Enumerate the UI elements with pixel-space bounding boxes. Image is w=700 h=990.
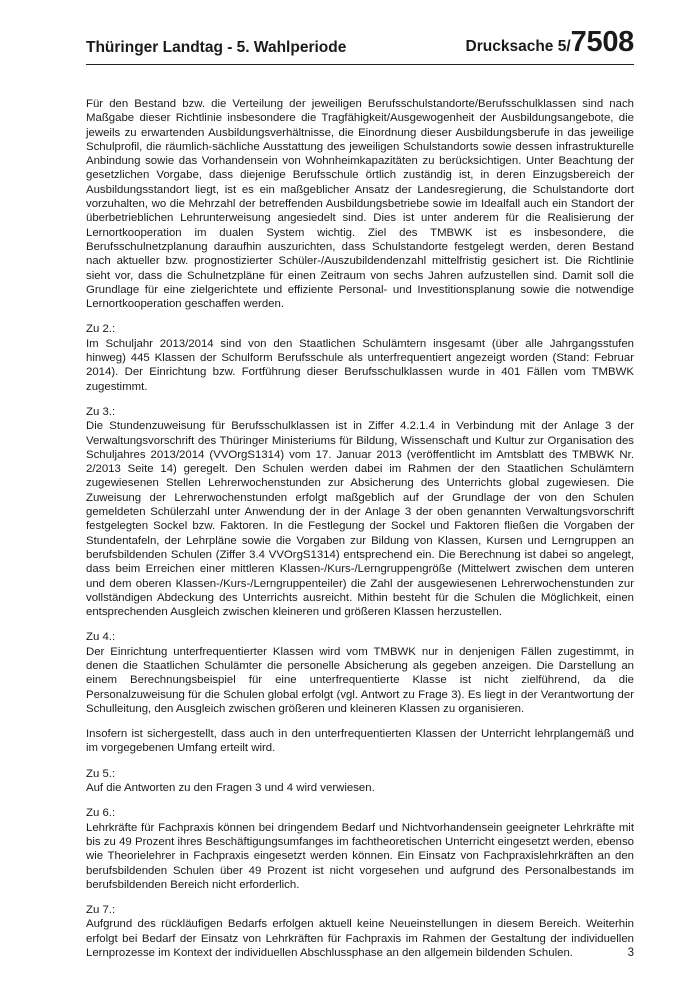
document-body (86, 97, 634, 971)
paragraph-text: Die Stundenzuweisung für Berufsschulklassen ist in Ziffer 4.2.1.4 in Verbindung mit der Anlage 3 der Verwaltungsvorschrift des Thüringer Ministeriums für Bildung, Wissenschaft und Kultur zur Organisation des Schuljahres 2013/2014 (VVOrgS1314) vom 17. Januar 2013 (veröffentlicht im Amtsblatt des TMBWK Nr. 2/2013 Seite 14) geregelt. Den Schulen werden dabei im Rahmen der den Staatlichen Schulämtern zugewiesenen Stellen Lehrerwochenstunden zur Absicherung des Unterrichts global zugewiesen. Die Zuweisung der Lehrerwochenstunden erfolgt maßgeblich auf der Grundlage der von den Schulen gemeldeten Schülerzahl unter Anwendung der in der Anlage 3 der oben genannten Verwaltungsvorschrift festgelegten Sockel bzw. Faktoren. In die Festlegung der Sockel und Faktoren fließen die Vorgaben der Stundentafeln, der Lehrpläne sowie die Vorgaben zur Bildung von Klassen, Kursen und Lerngruppen an berufsbildenden Schulen (Ziffer 3.4 VVOrgS1314) entsprechend ein. Die Berechnung ist dabei so angelegt, dass beim Erreichen einer mittleren Klassen-/Kurs-/Lerngruppengröße (Mittelwert zwischen dem unteren und dem oberen Klassen-/Kurs-/Lerngruppenteiler) die Zahl der ausgewiesenen Lehrerwochenstunden zur vollständigen Abdeckung des Unterrichts ausreicht. Mithin besteht für die Schulen die Möglichkeit, einen entsprechenden Ausgleich zwischen kleineren und größeren Klassen herzustellen. (86, 420, 634, 619)
paragraph-answer-7 (86, 903, 634, 960)
paragraph-answer-5 (86, 767, 634, 796)
answer-label: Zu 7.: (86, 904, 116, 917)
paragraph-text: Im Schuljahr 2013/2014 sind von den Staatlichen Schulämtern insgesamt (über alle Jahrgangsstufen hinweg) 445 Klassen der Schulform Berufsschule als unterfrequentiert angezeigt worden (Stand: Februar 2014). Der Einrichtung bzw. Fortführung dieser Berufsschulklassen wurde in 401 Fällen vom TMBWK zugestimmt. (86, 337, 634, 393)
paragraph-text: Für den Bestand bzw. die Verteilung der jeweiligen Berufsschulstandorte/Berufsschulklassen sind nach Maßgabe dieser Richtlinie insbesondere die Tragfähigkeit/Ausgewogenheit der Ausbildungsangebote, die jeweils zu erwartenden Ausbildungsverhältnisse, die Einordnung dieser Ausbildungsberufe in das jeweilige Schulprofil, die räumlich-sächliche Ausstattung des jeweiligen Schulstandorts sowie dessen infrastrukturelle Anbindung sowie das Vorhandensein von Wohnheimkapazitäten zu berücksichtigen. Unter Beachtung der gesetzlichen Vorgabe, dass diejenige Berufsschule örtlich zuständig ist, in deren Einzugsbereich der Ausbildungsstandort liegt, ist es ein maßgeblicher Ansatz der Landesregierung, die Schulstandorte dort vorzuhalten, wo die Mehrzahl der betreffenden Ausbildungsbetriebe sowie im Idealfall auch ein Standort der überbetrieblichen Lehrunterweisung angesiedelt sind. Dies ist unter anderem für die Realisierung der Lernortkooperation im dualen System wichtig. Ziel des TMBWK ist es insbesondere, die Berufsschulnetzplanung daraufhin auszurichten, dass Schulstandorte festgelegt werden, deren Bestand nach aktueller bzw. prognostizierter Schüler-/Auszubildendenzahl mittelfristig gesichert ist. Die Richtlinie sieht vor, dass die Schulnetzpläne für einen Zeitraum von sechs Jahren aufzustellen sind. Damit soll die Grundlage für eine zielgerichtete und effiziente Personal- und Investitionsplanung sowie die notwendige Lernortkooperation geschaffen werden. (86, 98, 634, 311)
document-reference (466, 26, 634, 59)
paragraph-text: Lehrkräfte für Fachpraxis können bei dringendem Bedarf und Nichtvorhandensein geeigneter Lehrkräfte mit bis zu 49 Prozent ihres Beschäftigungsumfanges im fachtheoretischen Unterricht eingesetzt werden, ebenso wie Theorielehrer in Fachpraxis eingesetzt werden können. Ein Einsatz von Fachpraxislehrkräften an den berufsbildenden Schulen über 49 Prozent ist nicht vorgesehen und aufgrund des Personalbestands im berufsbildenden Bereich nicht erforderlich. (86, 821, 634, 891)
paragraph-1 (86, 97, 634, 311)
page-number: 3 (627, 947, 634, 959)
answer-label: Zu 6.: (86, 807, 116, 820)
answer-label: Zu 4.: (86, 631, 116, 644)
paragraph-answer-6 (86, 806, 634, 892)
paragraph-answer-4 (86, 630, 634, 716)
paragraph-text: Insofern ist sichergestellt, dass auch in den unterfrequentierten Klassen der Unterricht lehrplangemäß und im vorgegebenen Umfang erteilt wird. (86, 728, 634, 755)
answer-label: Zu 3.: (86, 405, 116, 418)
paragraph-answer-2 (86, 322, 634, 393)
answer-label: Zu 5.: (86, 767, 116, 780)
paragraph-text: Auf die Antworten zu den Fragen 3 und 4 wird verwiesen. (86, 782, 375, 795)
document-number: 7508 (570, 26, 634, 58)
page-header (86, 26, 634, 65)
paragraph-text: Der Einrichtung unterfrequentierter Klassen wird vom TMBWK nur in denjenigen Fällen zugestimmt, in denen die Staatlichen Schulämter die personelle Absicherung als gegeben anzeigen. Die Darstellung an einem Berechnungsbeispiel für eine unterfrequentierte Klasse ist nicht zielführend, da die Personalzuweisung für die Schulen global erfolgt (vgl. Antwort zu Frage 3). Es liegt in der Verantwortung der Schulleitung, den Ausgleich zwischen größeren und kleineren Klassen zu organisieren. (86, 645, 634, 715)
document-label: Drucksache 5/ (465, 38, 571, 55)
parliament-title: Thüringer Landtag - 5. Wahlperiode (86, 39, 347, 56)
answer-label: Zu 2.: (86, 323, 116, 336)
paragraph-answer-4-continued (86, 727, 634, 756)
paragraph-text: Aufgrund des rückläufigen Bedarfs erfolgen aktuell keine Neueinstellungen in diesem Bereich. Weiterhin erfolgt bei Bedarf der Einsatz von Lehrkräften für Fachpraxis im Rahmen der Gestaltung der individuellen Lernprozesse im Kontext der individuellen Abschlussphase an den allgemein bildenden Schulen. (86, 918, 634, 960)
paragraph-answer-3 (86, 405, 634, 619)
